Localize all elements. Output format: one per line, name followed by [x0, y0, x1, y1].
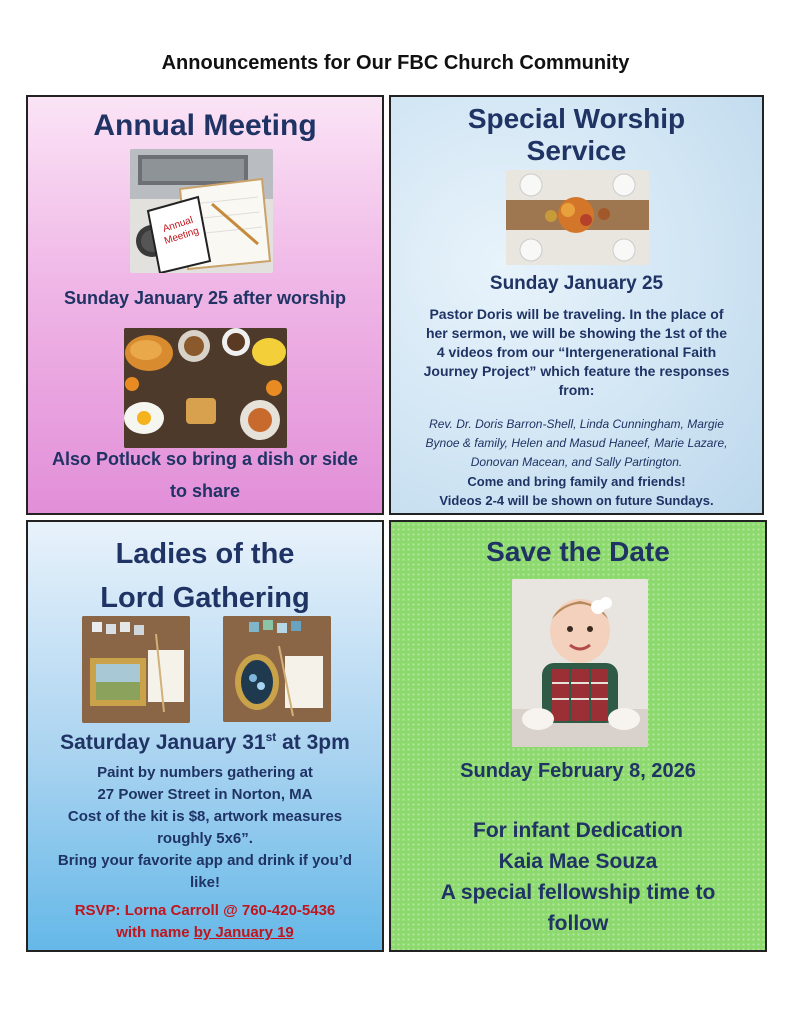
ladies-date-sup: st — [265, 730, 277, 744]
potluck-line-2: to share — [169, 481, 241, 501]
table-setting-photo — [506, 170, 649, 265]
worship-date: Sunday January 25 — [489, 273, 664, 294]
worship-body-line-5: from: — [558, 382, 595, 398]
rsvp-line-2 — [28, 922, 382, 944]
ladies-detail-line-1: Paint by numbers gathering at — [97, 764, 313, 781]
rsvp-line-1: RSVP: Lorna Carroll @ 760-420-5436 — [74, 902, 336, 919]
page-title: Announcements for Our FBC Church Community — [161, 52, 630, 74]
save-line-1: For infant Dedication — [473, 819, 683, 842]
save-the-date-panel — [389, 520, 767, 952]
worship-names-line-1: Rev. Dr. Doris Barron-Shell, Linda Cunningham, Margie — [429, 417, 724, 431]
ladies-heading-line-2: Lord Gathering — [100, 582, 310, 614]
save-the-date-heading: Save the Date — [486, 536, 670, 567]
ladies-date-main: Saturday January 31 — [60, 731, 266, 754]
ladies-detail-line-3: Cost of the kit is $8, artwork measures — [67, 808, 343, 825]
worship-heading-line-2: Service — [526, 135, 627, 166]
worship-body-line-4: Journey Project” which feature the responses — [423, 363, 730, 379]
notebook-note-text: Annual Meeting — [161, 214, 201, 247]
worship-names-line-3: Donovan Macean, and Sally Partington. — [470, 455, 683, 469]
annual-meeting-panel — [26, 95, 384, 515]
rsvp-prefix: with name — [116, 924, 194, 941]
ladies-detail-line-2: 27 Power Street in Norton, MA — [97, 786, 313, 803]
worship-body-line-2: her sermon, we will be showing the 1st of the — [425, 325, 728, 341]
worship-body-line-3: 4 videos from our “Intergenerational Faith — [436, 344, 717, 360]
breakfast-photo — [124, 328, 287, 448]
worship-heading-line-1: Special Worship — [467, 103, 686, 134]
save-line-4: follow — [547, 912, 609, 935]
annual-meeting-date: Sunday January 25 after worship — [63, 288, 347, 308]
worship-closing-line-2: Videos 2-4 will be shown on future Sundays. — [439, 493, 714, 508]
notebook-photo — [130, 149, 273, 273]
annual-meeting-heading: Annual Meeting — [93, 109, 317, 142]
potluck-line-1: Also Potluck so bring a dish or side — [51, 449, 359, 469]
ladies-gathering-panel — [26, 520, 384, 952]
save-line-3: A special fellowship time to — [440, 881, 716, 904]
ladies-heading-line-1: Ladies of the — [115, 538, 295, 570]
ladies-date-time: at 3pm — [276, 731, 350, 754]
rsvp-deadline: by January 19 — [193, 924, 294, 941]
ladies-detail-line-6: like! — [189, 874, 220, 891]
painting-kit-photo-1 — [82, 616, 190, 723]
worship-body-line-1: Pastor Doris will be traveling. In the place of — [429, 306, 724, 322]
special-worship-panel — [389, 95, 764, 515]
save-line-2: Kaia Mae Souza — [498, 850, 658, 873]
painting-kit-photo-2 — [223, 616, 331, 722]
worship-closing-line-1: Come and bring family and friends! — [467, 474, 686, 489]
ladies-date — [28, 730, 382, 755]
ladies-detail-line-4: roughly 5x6”. — [157, 830, 253, 847]
save-the-date-date: Sunday February 8, 2026 — [460, 760, 696, 782]
baby-photo — [512, 579, 648, 747]
ladies-detail-line-5: Bring your favorite app and drink if you’d — [57, 852, 353, 869]
worship-names-line-2: Bynoe & family, Helen and Masud Haneef, Marie Lazare, — [425, 436, 728, 450]
